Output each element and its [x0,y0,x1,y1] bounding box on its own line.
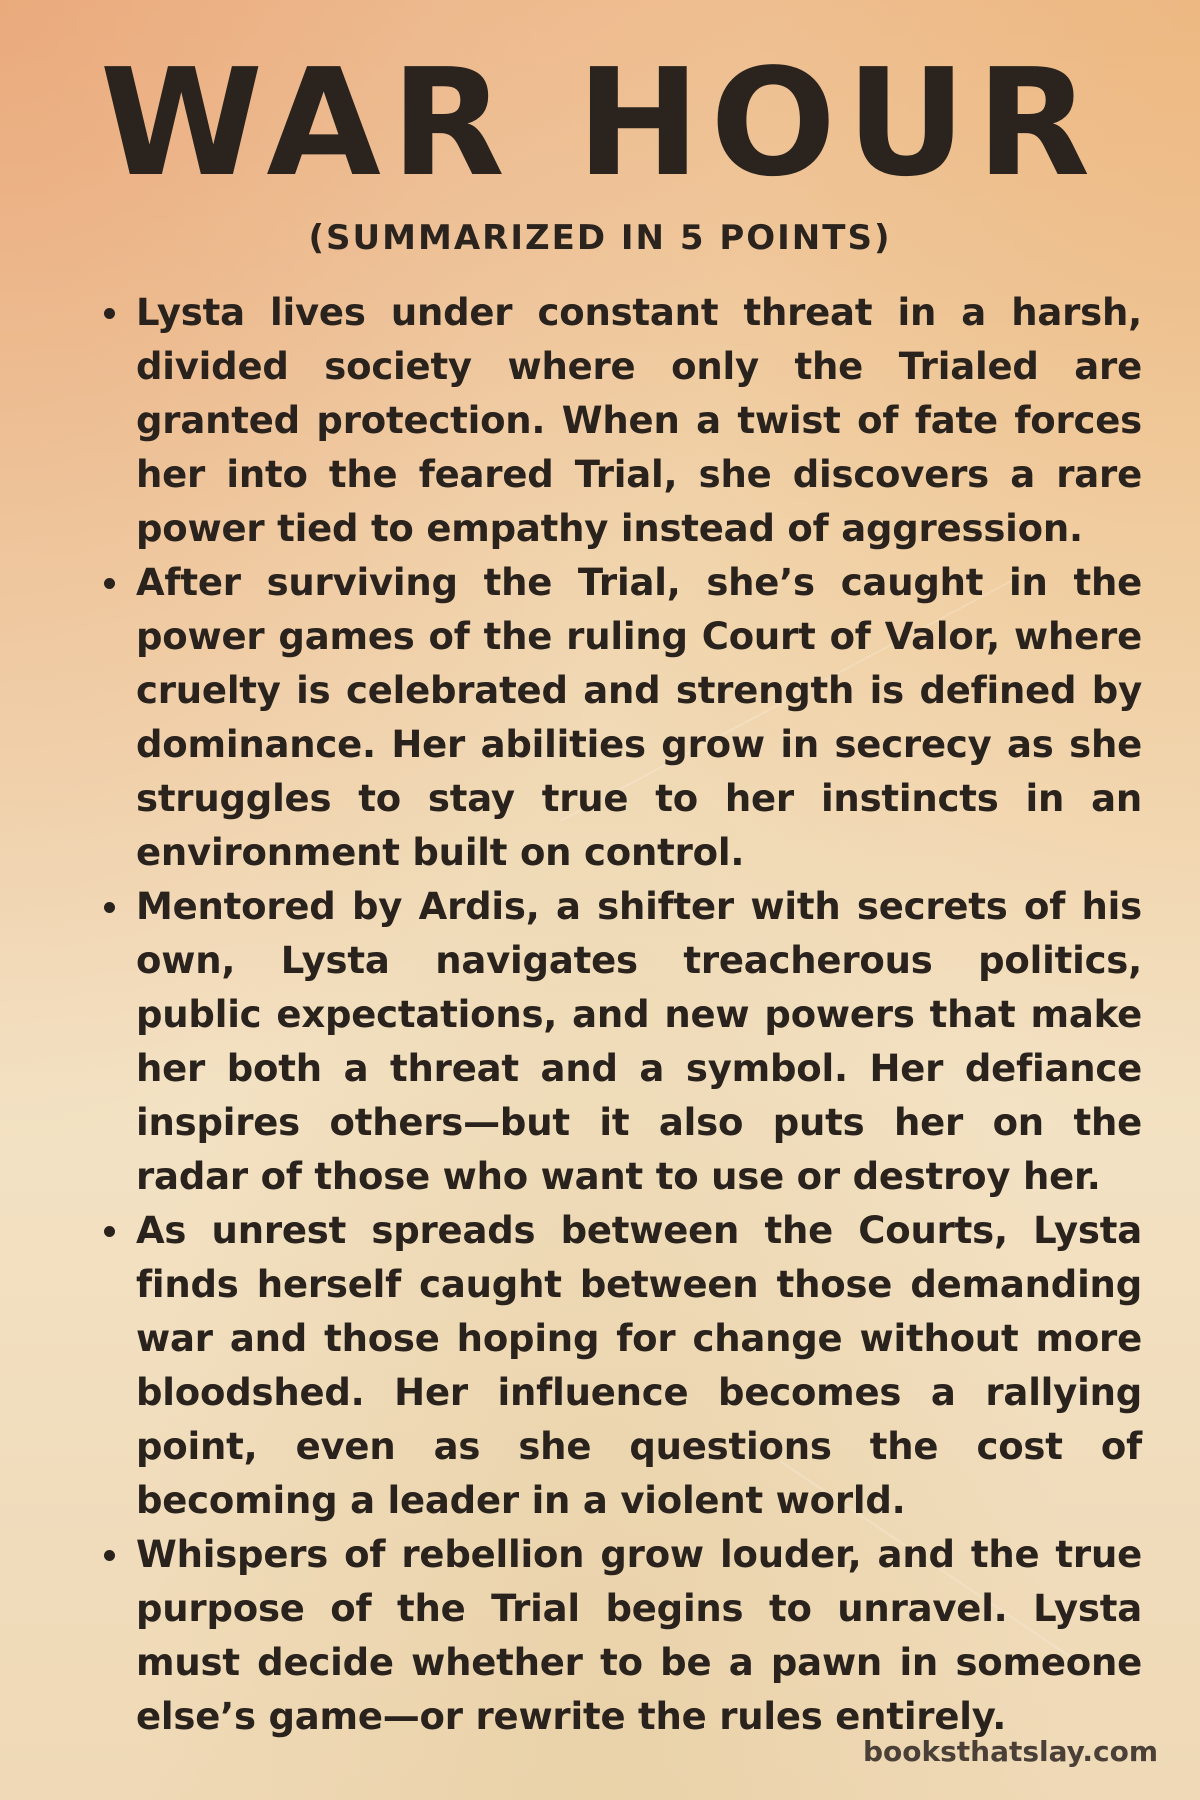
summary-point-text: As unrest spreads between the Courts, Lysta finds herself caught between those demanding war and those hoping for change without more bloodshed. Her influence becomes a rallying point, even as she questions the cost of becoming a leader in a violent world. [136,1209,1142,1522]
summary-point [96,286,1142,556]
summary-point [96,1528,1142,1744]
summary-point [96,1204,1142,1528]
summary-point-text: After surviving the Trial, she’s caught in the power games of the ruling Court of Valor, where cruelty is celebrated and strength is defined by dominance. Her abilities grow in secrecy as she struggles to stay true to her instincts in an environment built on control. [136,561,1142,874]
summary-point [96,556,1142,880]
bullet-icon [104,308,115,319]
bullet-icon [104,902,115,913]
website-credit: booksthatslay.com [862,1735,1158,1768]
bullet-icon [104,1550,115,1561]
summary-point-text: Mentored by Ardis, a shifter with secrets of his own, Lysta navigates treacherous politics, public expectations, and new powers that make her both a threat and a symbol. Her defiance inspires others—but it also puts her on the radar of those who want to use or destroy her. [136,885,1142,1198]
summary-point-text: Lysta lives under constant threat in a harsh, divided society where only the Trialed are granted protection. When a twist of fate forces her into the feared Trial, she discovers a rare power tied to empathy instead of aggression. [136,291,1142,550]
summary-point [96,880,1142,1204]
book-title: WAR HOUR [99,37,1101,209]
bullet-icon [104,578,115,589]
subtitle: (SUMMARIZED IN 5 POINTS) [308,218,892,258]
summary-points [96,286,1142,1744]
summary-point-text: Whispers of rebellion grow louder, and the true purpose of the Trial begins to unravel. Lysta must decide whether to be a pawn in someone else’s game—or rewrite the rules entirely. [136,1533,1142,1738]
bullet-icon [104,1226,115,1237]
